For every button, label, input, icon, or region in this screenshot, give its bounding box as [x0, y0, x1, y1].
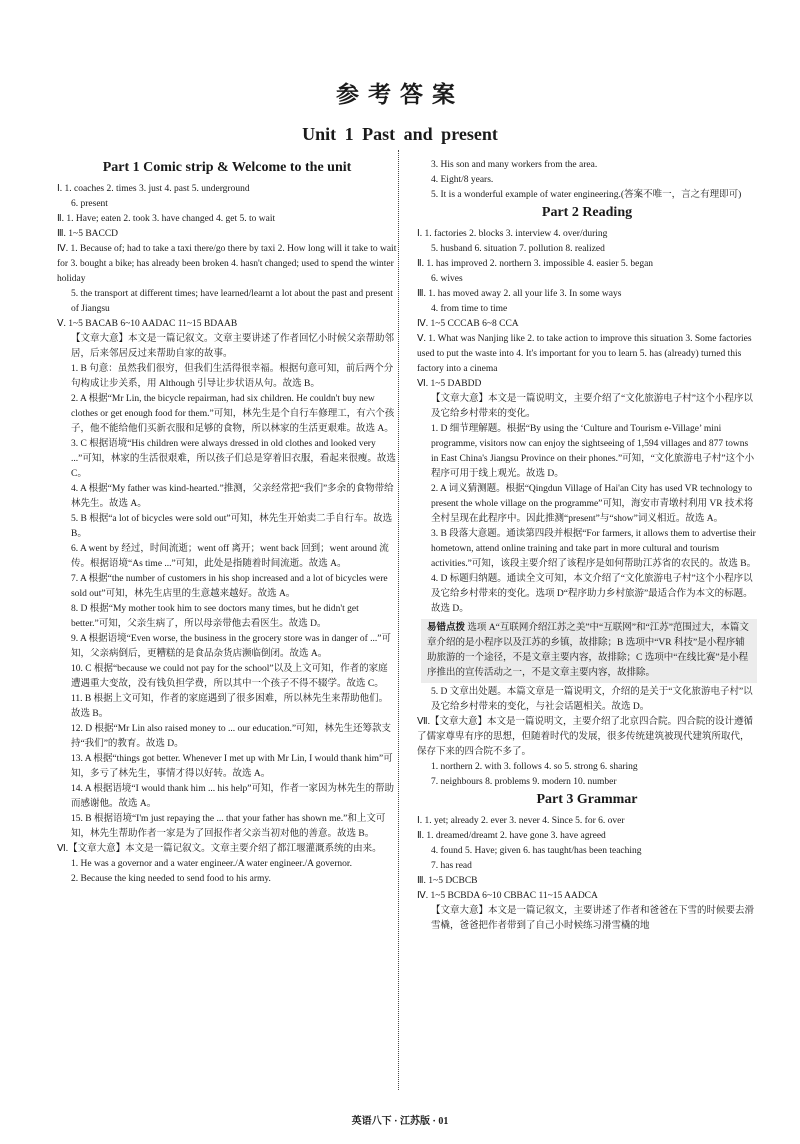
- answer-line: 1. D 细节理解题。根据“By using the ‘Culture and Tourism e-Village’ mini programme, visitors now can enjoy the sightseeing of 1,594 villages and 877 towns in East China's Jiangsu Province on their phones.”可知，“文化旅游电子村”这个小程序可用于线上观光。故选 D。: [431, 424, 755, 479]
- answer-line: Ⅲ. 1~5 DCBCB: [417, 876, 478, 886]
- answer-line: 7. neighbours 8. problems 9. modern 10. number: [431, 777, 617, 787]
- answer-line: 6. wives: [431, 274, 463, 284]
- answer-line: 13. A 根据“things got better. Whenever I met up with Mr Lin, I would thank him”可知，多亏了林先生，事情才得以好转。故选 A。: [71, 754, 393, 779]
- answer-line: Ⅶ.【文章大意】本文是一篇说明文，主要介绍了北京四合院。四合院的设计遵循了儒家尊卑有序的思想，但随着时代的发展，很多传统建筑被现代建筑所取代，保存下来的四合院不多了。: [417, 717, 754, 757]
- tip-label: 易错点拨: [427, 623, 466, 633]
- answer-line: Ⅳ. 1~5 BCBDA 6~10 CBBAC 11~15 AADCA: [417, 891, 598, 901]
- answer-line: Ⅲ. 1~5 BACCD: [57, 229, 119, 239]
- answer-line: 5. the transport at different times; have learned/learnt a lot about the past and present of Jiangsu: [71, 289, 393, 314]
- answer-line: Ⅵ. 1~5 DABDD: [417, 379, 482, 389]
- page-title: 参考答案: [336, 81, 464, 108]
- error-tip-box: [421, 619, 757, 683]
- right-column: [417, 158, 757, 934]
- answer-line: 4. Eight/8 years.: [431, 175, 494, 185]
- answer-line: Ⅰ. 1. factories 2. blocks 3. interview 4. over/during: [417, 229, 608, 239]
- answer-line: 3. B 段落大意题。通读第四段并根据“For farmers, it allows them to advertise their hometown, attend online training and take part in more cultural and tourism activities.”可知，该段主要介绍了该程序是如何帮助江苏省的农民的。故选 B。: [431, 529, 757, 569]
- answer-line: 【文章大意】本文是一篇说明文，主要介绍了“文化旅游电子村”这个小程序以及它给乡村带来的变化。: [431, 394, 753, 419]
- answer-line: 5. B 根据“a lot of bicycles were sold out”可知，林先生开始卖二手自行车。故选 B。: [71, 514, 393, 539]
- answer-line: 10. C 根据“because we could not pay for the school”以及上文可知，作者的家庭遭遇重大变故，没有钱负担学费，所以其中一个孩子不得不辍学。故选 C。: [71, 664, 388, 689]
- answer-line: 【文章大意】本文是一篇记叙文。文章主要讲述了作者回忆小时候父亲帮助邻居，后来邻居反过来帮助自家的故事。: [71, 334, 395, 359]
- answer-line: Ⅱ. 1. has improved 2. northern 3. impossible 4. easier 5. began: [417, 259, 654, 269]
- answer-line: Ⅱ. 1. dreamed/dreamt 2. have gone 3. have agreed: [417, 831, 606, 841]
- answer-line: 2. Because the king needed to send food to his army.: [71, 874, 271, 884]
- page-footer: 英语八下 · 江苏版 · 01: [351, 1116, 449, 1127]
- answer-line: 2. A 根据“Mr Lin, the bicycle repairman, had six children. He couldn't buy new clothes or get enough food for them.”可知，林先生是个自行车修理工，有六个孩子，他不能给他们买新衣服和足够的食物，所以林家的生活更艰难。故选 A。: [71, 394, 395, 434]
- answer-line: 4. D 标题归纳题。通读全文可知，本文介绍了“文化旅游电子村”这个小程序以及它给乡村带来的变化。选项 D“程序助力乡村旅游”最适合作为本文的标题。故选 D。: [431, 574, 753, 614]
- answer-line: 3. His son and many workers from the area.: [431, 160, 598, 170]
- answer-line: 5. D 文章出处题。本篇文章是一篇说明文，介绍的是关于“文化旅游电子村”以及它给乡村带来的变化，与社会话题相关。故选 D。: [431, 687, 753, 712]
- answer-line: Ⅰ. 1. yet; already 2. ever 3. never 4. Since 5. for 6. over: [417, 816, 625, 826]
- answer-line: 15. B 根据语境“I'm just repaying the ... that your father has shown me.”和上文可知，林先生帮助作者一家是为了回报作者父亲当初对他的善意。故选 B。: [71, 814, 386, 839]
- left-column: [57, 158, 397, 887]
- answer-line: 7. A 根据“the number of customers in his shop increased and a lot of bicycles were sold out”可知，林先生店里的生意越来越好。故选 A。: [71, 574, 388, 599]
- answer-line: 8. D 根据“My mother took him to see doctors many times, but he didn't get better.”可知，父亲生病了，所以母亲带他去看医生。故选 D。: [71, 604, 359, 629]
- section-title: Part 3 Grammar: [536, 792, 638, 807]
- tip-text: 选项 A“互联网介绍江苏之美”中“互联网”和“江苏”范围过大，本篇文章介绍的是小程序以及江苏的乡镇，故排除；B 选项中“VR 科技”是小程序辅助旅游的一个途径，不是文章主要内容，故排除；C 选项中“在线比赛”是小程序推出的宣传活动之一，不是文章主要内容，故排除。: [427, 623, 749, 678]
- answer-line: Ⅴ. 1~5 BACAB 6~10 AADAC 11~15 BDAAB: [57, 319, 238, 329]
- answer-line: 6. present: [71, 199, 108, 209]
- answer-line: Ⅱ. 1. Have; eaten 2. took 3. have changed 4. get 5. to wait: [57, 214, 276, 224]
- answer-line: 4. from time to time: [431, 304, 508, 314]
- answer-line: Ⅲ. 1. has moved away 2. all your life 3. In some ways: [417, 289, 622, 299]
- answer-line: 7. has read: [431, 861, 472, 871]
- answer-line: Ⅵ.【文章大意】本文是一篇记叙文。文章主要介绍了都江堰灌溉系统的由来。: [57, 844, 382, 854]
- section-title: Part 2 Reading: [541, 205, 633, 220]
- answer-line: 【文章大意】本文是一篇记叙文，主要讲述了作者和爸爸在下雪的时候要去滑雪橇，爸爸把作者带到了自己小时候练习滑雪橇的地: [431, 906, 755, 931]
- answer-line: Ⅳ. 1~5 CCCAB 6~8 CCA: [417, 319, 519, 329]
- answer-line: Ⅴ. 1. What was Nanjing like 2. to take action to improve this situation 3. Some factories used to put the waste into 4. It's important for you to learn 5. has (already) turned this factory into a cinema: [417, 334, 752, 374]
- answer-line: Ⅰ. 1. coaches 2. times 3. just 4. past 5. underground: [57, 184, 250, 194]
- answer-line: 1. B 句意：虽然我们很穷，但我们生活得很幸福。根据句意可知，前后两个分句构成让步关系，用 Although 引导让步状语从句。故选 B。: [71, 364, 394, 389]
- answer-line: 5. husband 6. situation 7. pollution 8. realized: [431, 244, 605, 254]
- answer-line: 12. D 根据“Mr Lin also raised money to ... our education.”可知，林先生还筹款支持“我们”的教育。故选 D。: [71, 724, 392, 749]
- answer-line: 2. A 词义猜测题。根据“Qingdun Village of Hai'an City has used VR technology to present the whole village on the programme”可知，海安市青墩村利用 VR 技术将全村呈现在此程序中。因此推测“present”与“show”词义相近。故选 A。: [431, 484, 754, 524]
- answer-line: 4. A 根据“My father was kind-hearted.”推测，父亲经常把“我们”多余的食物带给林先生。故选 A。: [71, 484, 394, 509]
- answer-line: 4. found 5. Have; given 6. has taught/has been teaching: [431, 846, 642, 856]
- answer-line: 1. northern 2. with 3. follows 4. so 5. strong 6. sharing: [431, 762, 638, 772]
- column-divider: [398, 150, 399, 1090]
- section-title: Part 1 Comic strip & Welcome to the unit: [102, 160, 352, 175]
- answer-line: 3. C 根据语境“His children were always dressed in old clothes and looked very ...”可知，林家的生活很艰难，所以孩子们总是穿着旧衣服，看起来很瘦。故选 C。: [71, 439, 396, 479]
- answer-line: 14. A 根据语境“I would thank him ... his help”可知，作者一家因为林先生的帮助而感谢他。故选 A。: [71, 784, 394, 809]
- answer-line: 9. A 根据语境“Even worse, the business in the grocery store was in danger of ...”可知，父亲病倒后，更糟糕的是食品杂货店濒临倒闭。故选 A。: [71, 634, 392, 659]
- answer-line: 6. A went by 经过，时间流逝；went off 离开；went back 回到；went around 流传。根据语境“As time ...”可知，此处是指随着时间流逝。故选 A。: [71, 544, 389, 569]
- answer-line: Ⅳ. 1. Because of; had to take a taxi there/go there by taxi 2. How long will it take to wait for 3. bought a bike; has already been broken 4. hasn't changed; used to spend the winter holiday: [57, 244, 397, 284]
- unit-title: Unit 1 Past and present: [302, 124, 498, 144]
- answer-line: 1. He was a governor and a water engineer./A water engineer./A governor.: [71, 859, 352, 869]
- answer-line: 11. B 根据上文可知，作者的家庭遇到了很多困难，所以林先生来帮助他们。故选 B。: [71, 694, 389, 719]
- answer-line: 5. It is a wonderful example of water engineering.(答案不唯一，言之有理即可): [431, 190, 742, 200]
